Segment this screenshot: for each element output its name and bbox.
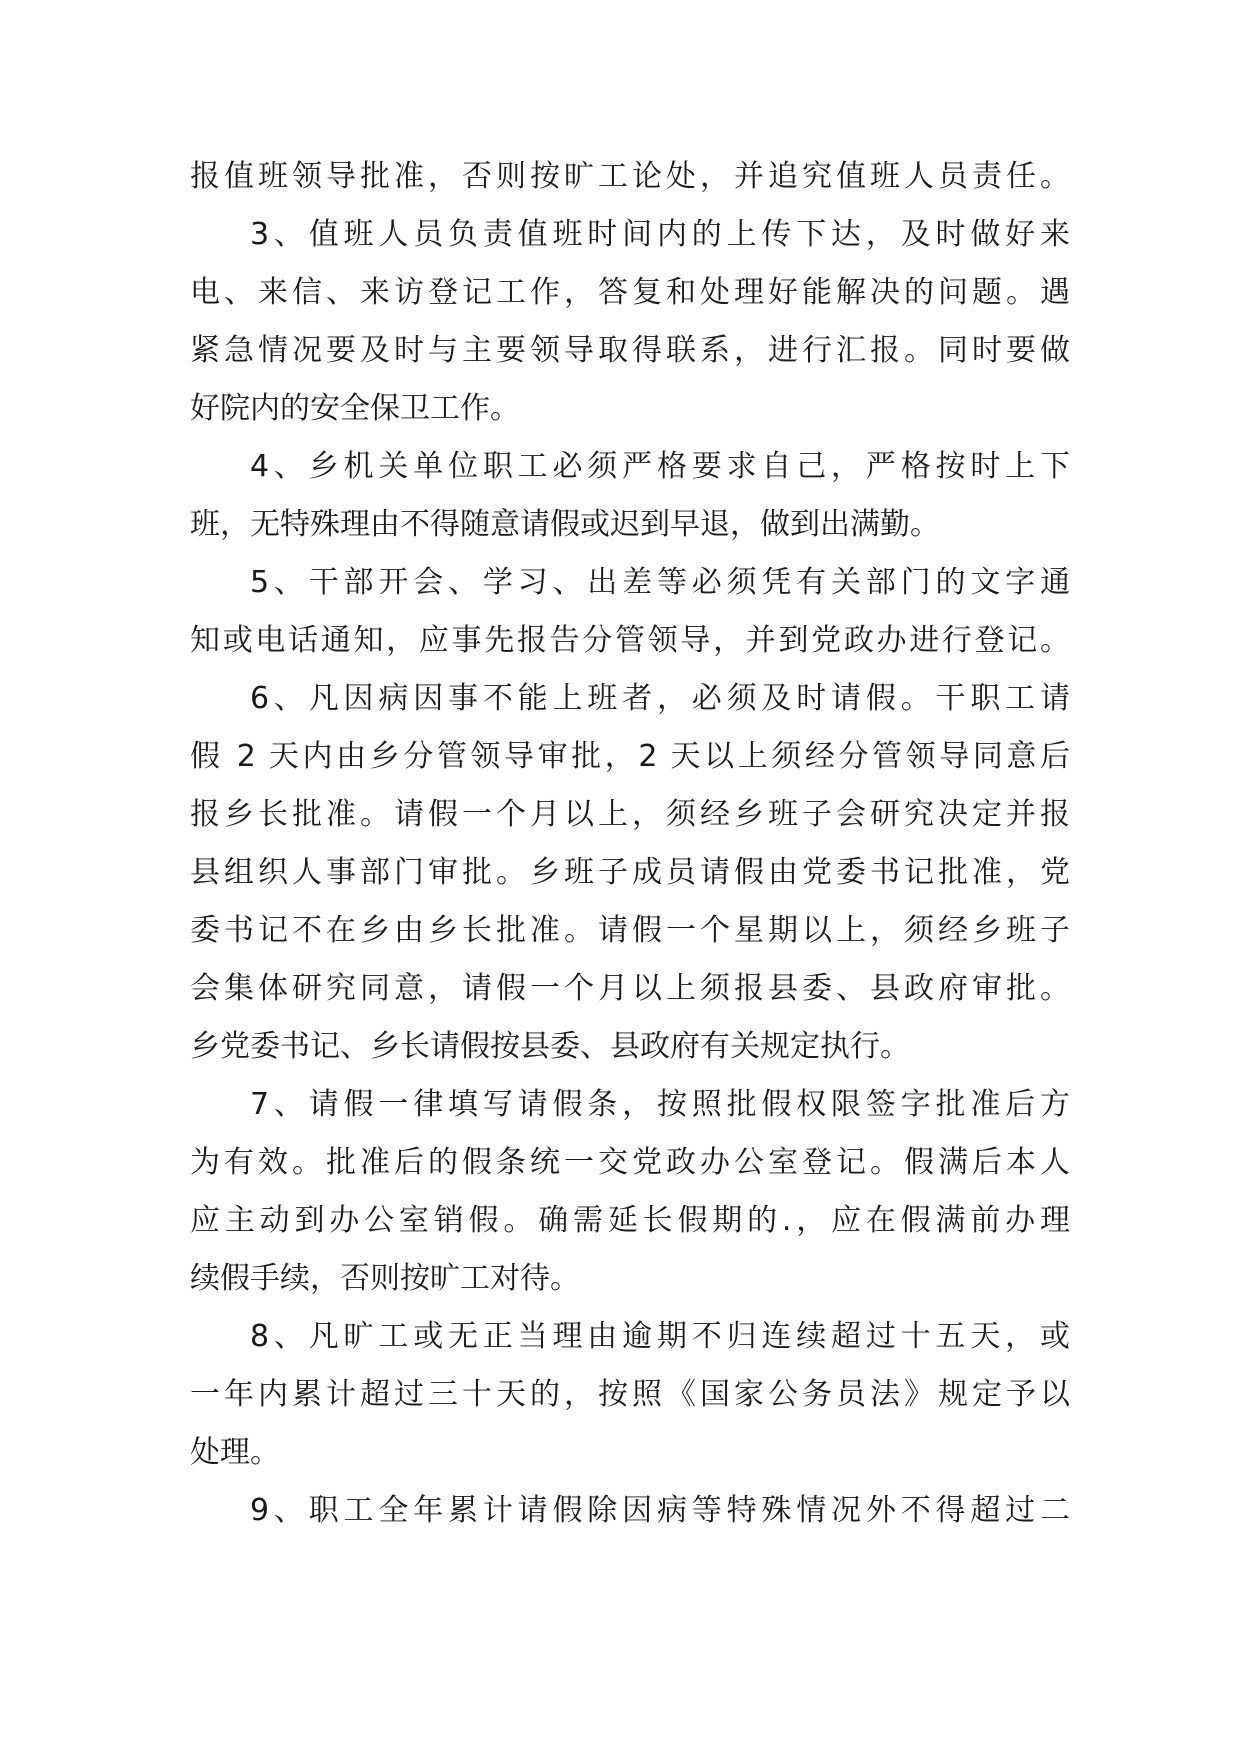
text-line: 6、凡因病因事不能上班者，必须及时请假。干职工请 — [250, 681, 1070, 716]
text-line: 委书记不在乡由乡长批准。请假一个星期以上，须经乡班子 — [190, 913, 1070, 948]
text-line: 县组织人事部门审批。乡班子成员请假由党委书记批准，党 — [190, 855, 1070, 890]
text-line: 5、干部开会、学习、出差等必须凭有关部门的文字通 — [250, 565, 1070, 600]
text-line: 应主动到办公室销假。确需延长假期的.，应在假满前办理 — [190, 1203, 1070, 1238]
text-line: 会集体研究同意，请假一个月以上须报县委、县政府审批。 — [190, 971, 1070, 1006]
text-line: 电、来信、来访登记工作，答复和处理好能解决的问题。遇 — [190, 275, 1070, 310]
text-line: 为有效。批准后的假条统一交党政办公室登记。假满后本人 — [190, 1145, 1070, 1180]
text-line: 报乡长批准。请假一个月以上，须经乡班子会研究决定并报 — [190, 797, 1070, 832]
text-line: 一年内累计超过三十天的，按照《国家公务员法》规定予以 — [190, 1377, 1070, 1412]
text-line: 处理。 — [190, 1435, 280, 1470]
text-line: 好院内的安全保卫工作。 — [190, 391, 520, 426]
text-line: 乡党委书记、乡长请假按县委、县政府有关规定执行。 — [190, 1029, 910, 1064]
text-line: 续假手续，否则按旷工对待。 — [190, 1261, 580, 1296]
text-line: 4、乡机关单位职工必须严格要求自己，严格按时上下 — [250, 449, 1070, 484]
text-line: 9、职工全年累计请假除因病等特殊情况外不得超过二 — [250, 1493, 1070, 1528]
text-line: 班，无特殊理由不得随意请假或迟到早退，做到出满勤。 — [190, 507, 940, 542]
text-line: 假 2 天内由乡分管领导审批，2 天以上须经分管领导同意后 — [190, 739, 1070, 774]
text-line: 紧急情况要及时与主要领导取得联系，进行汇报。同时要做 — [190, 333, 1070, 368]
text-line: 知或电话通知，应事先报告分管领导，并到党政办进行登记。 — [190, 623, 1070, 658]
text-line: 报值班领导批准，否则按旷工论处，并追究值班人员责任。 — [190, 159, 1070, 194]
text-line: 3、值班人员负责值班时间内的上传下达，及时做好来 — [250, 217, 1070, 252]
document-body — [190, 158, 1070, 1550]
text-line: 7、请假一律填写请假条，按照批假权限签字批准后方 — [250, 1087, 1070, 1122]
text-line: 8、凡旷工或无正当理由逾期不归连续超过十五天，或 — [250, 1319, 1070, 1354]
